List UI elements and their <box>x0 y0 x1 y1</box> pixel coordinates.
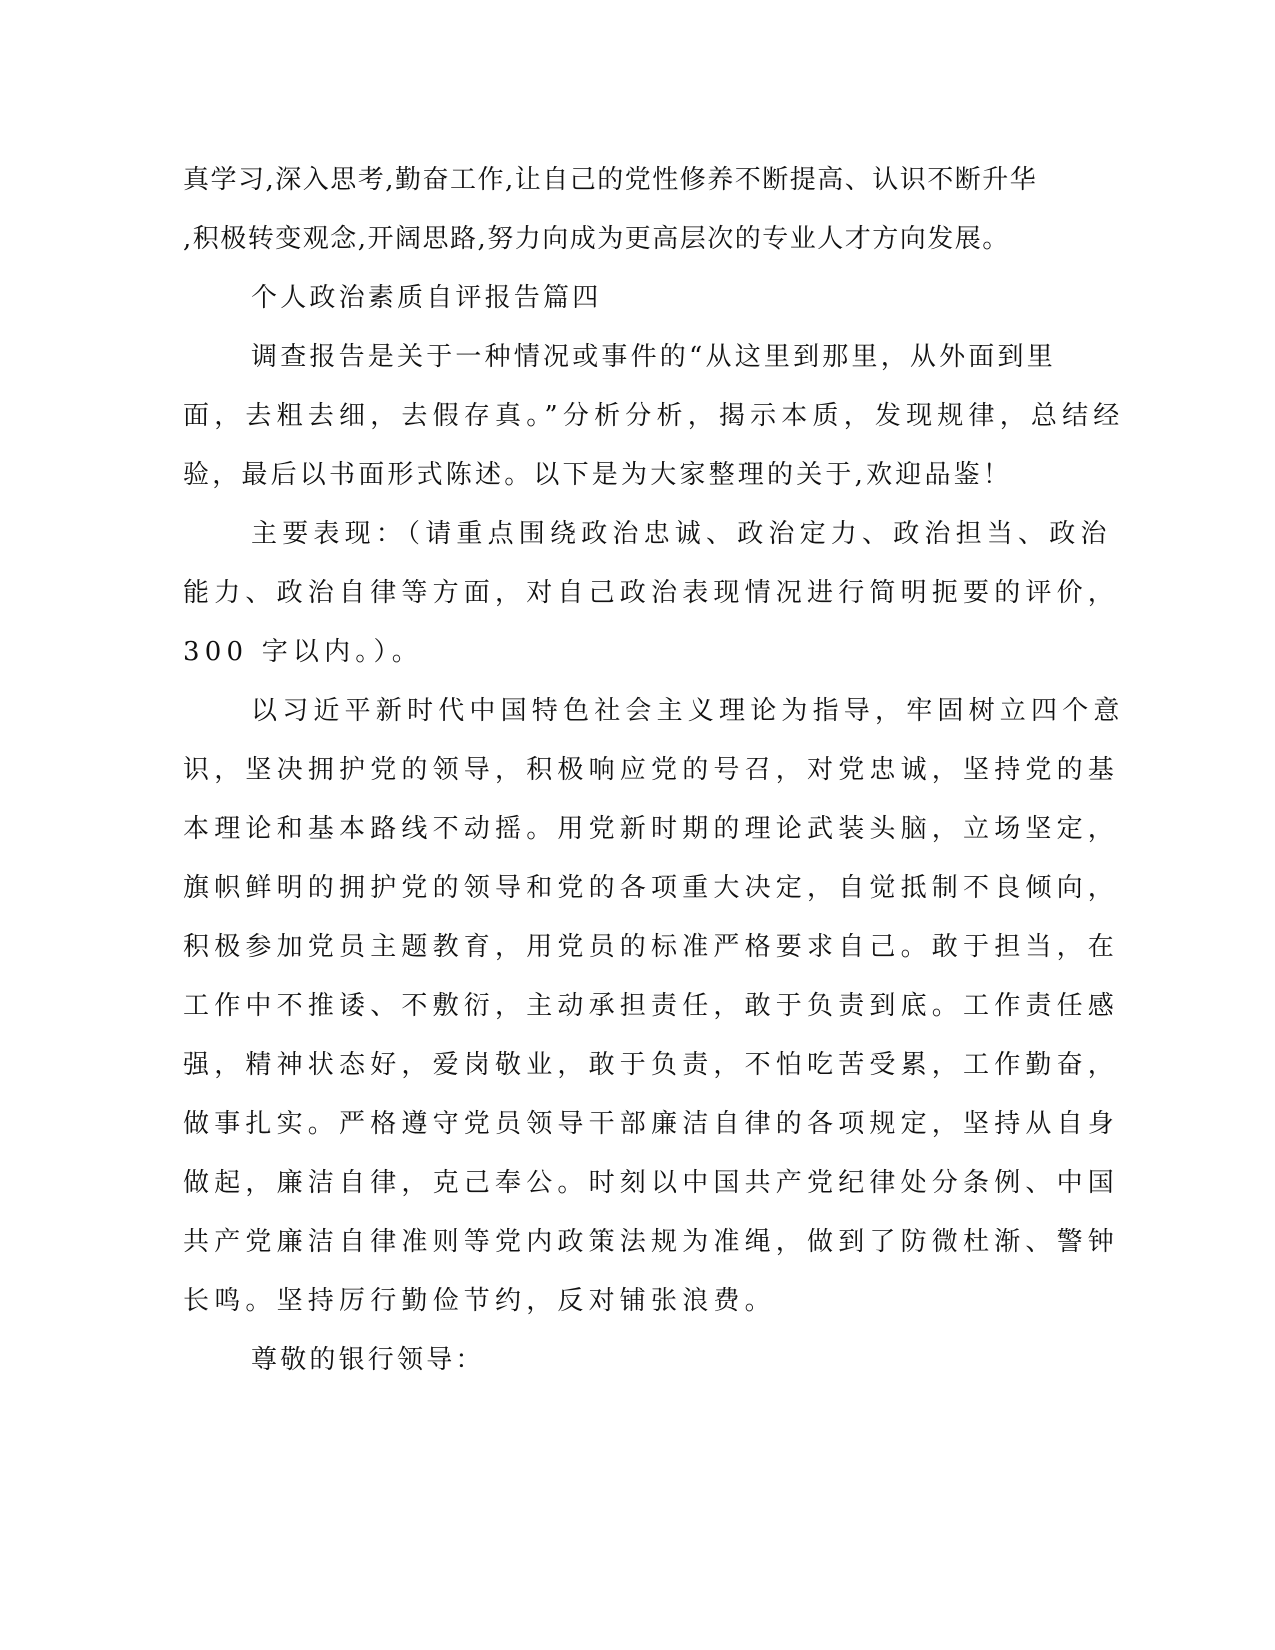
text-line: ,积极转变观念,开阔思路,努力向成为更高层次的专业人才方向发展。 <box>183 224 1010 254</box>
text-line: 做起，廉洁自律，克己奉公。时刻以中国共产党纪律处分条例、中国 <box>183 1168 1120 1198</box>
text-line: 长鸣。坚持厉行勤俭节约，反对铺张浪费。 <box>183 1286 776 1316</box>
text-line: 识，坚决拥护党的领导，积极响应党的号召，对党忠诚，坚持党的基 <box>183 755 1120 785</box>
section-heading: 个人政治素质自评报告篇四 <box>251 283 602 313</box>
salutation: 尊敬的银行领导： <box>251 1345 485 1375</box>
text-line: 工作中不推诿、不敷衍，主动承担责任，敢于负责到底。工作责任感 <box>183 991 1120 1021</box>
text-line: 旗帜鲜明的拥护党的领导和党的各项重大决定，自觉抵制不良倾向， <box>183 873 1120 903</box>
text-line: 主要表现：（请重点围绕政治忠诚、政治定力、政治担当、政治 <box>251 519 1112 549</box>
text-line: 以习近平新时代中国特色社会主义理论为指导，牢固树立四个意 <box>251 696 1125 726</box>
text-line: 共产党廉洁自律准则等党内政策法规为准绳，做到了防微杜渐、警钟 <box>183 1227 1120 1257</box>
text-line: 300 字以内。）。 <box>183 637 423 667</box>
text-line: 本理论和基本路线不动摇。用党新时期的理论武装头脑，立场坚定， <box>183 814 1120 844</box>
text-line: 积极参加党员主题教育，用党员的标准严格要求自己。敢于担当，在 <box>183 932 1120 962</box>
text-line: 调查报告是关于一种情况或事件的“从这里到那里，从外面到里 <box>251 342 1056 372</box>
text-line: 能力、政治自律等方面，对自己政治表现情况进行简明扼要的评价， <box>183 578 1120 608</box>
text-line: 强，精神状态好，爱岗敬业，敢于负责，不怕吃苦受累，工作勤奋， <box>183 1050 1120 1080</box>
text-line: 做事扎实。严格遵守党员领导干部廉洁自律的各项规定，坚持从自身 <box>183 1109 1120 1139</box>
text-line: 真学习,深入思考,勤奋工作,让自己的党性修养不断提高、认识不断升华 <box>183 165 1038 195</box>
text-line: 验，最后以书面形式陈述。以下是为大家整理的关于,欢迎品鉴！ <box>183 460 1013 490</box>
text-line: 面，去粗去细，去假存真。”分析分析，揭示本质，发现规律，总结经 <box>183 401 1125 431</box>
